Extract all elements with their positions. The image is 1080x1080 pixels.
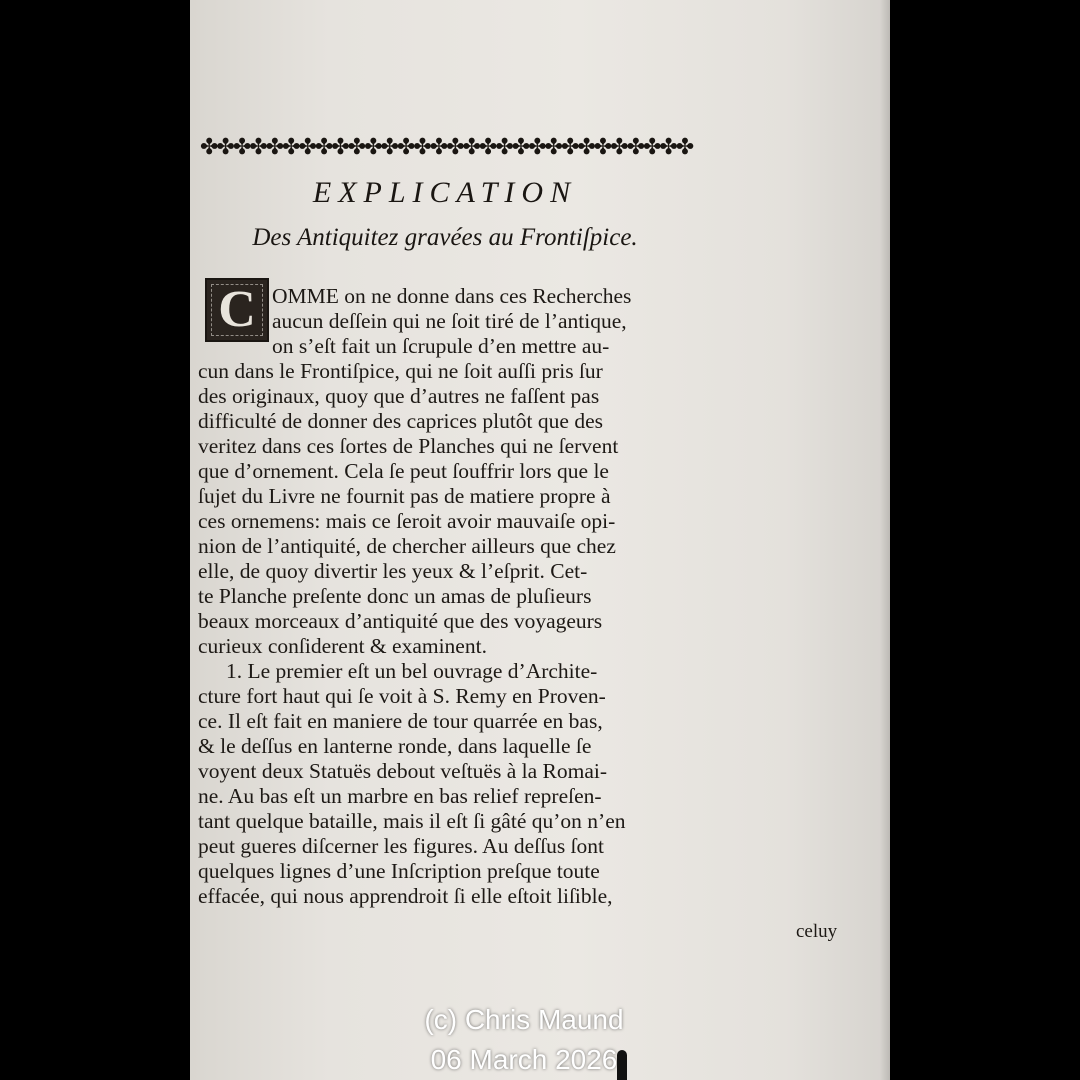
ornament-glyph: ✤ — [249, 134, 268, 160]
text-line: ces ornemens: mais ce ſeroit avoir mauvaiſe opi- — [198, 509, 616, 533]
ornament-glyph: ✤ — [675, 134, 695, 160]
catchword: celuy — [796, 921, 838, 942]
ornament-glyph: ✤ — [429, 134, 449, 160]
ornament-glyph: ✤ — [413, 134, 432, 160]
ornament-glyph: ✤ — [593, 134, 613, 160]
ornament-glyph: ✤ — [642, 134, 662, 160]
text-line: ſujet du Livre ne fournit pas de matiere propre à — [198, 484, 611, 508]
ornament-glyph: ✤ — [495, 134, 514, 160]
text-line: quelques lignes d’une Inſcription preſque toute — [198, 859, 600, 883]
text-line: OMME on ne donne dans ces Recherches — [272, 284, 632, 308]
ornament-glyph: ✤ — [478, 134, 498, 160]
ornament-glyph: ✤ — [577, 134, 596, 160]
page-title: EXPLICATION — [312, 176, 578, 209]
ornament-glyph: ✤ — [511, 134, 531, 160]
ornament-glyph: ✤ — [396, 134, 416, 160]
watermark-date: 06 March 2026 — [430, 1044, 618, 1075]
text-line: des originaux, quoy que d’autres ne faſſent pas — [198, 384, 600, 408]
text-line: curieux conſiderent & examinent. — [198, 634, 487, 658]
text-line: & le deſſus en lanterne ronde, dans laquelle ſe — [198, 734, 592, 758]
text-line: difficulté de donner des caprices plutôt que des — [198, 409, 603, 433]
pen-tip — [617, 1050, 627, 1080]
ornament-glyph: ✤ — [216, 134, 235, 160]
ornament-band — [200, 130, 695, 164]
text-line: nion de l’antiquité, de chercher ailleurs que chez — [198, 534, 616, 558]
text-line: tant quelque bataille, mais il eſt ſi gâté qu’on n’en — [198, 809, 626, 833]
text-line: 1. Le premier eſt un bel ouvrage d’Archite- — [226, 659, 598, 683]
page-subtitle: Des Antiquitez gravées au Frontiſpice. — [252, 224, 638, 251]
text-line: cture fort haut qui ſe voit à S. Remy en Proven- — [198, 684, 606, 708]
decorated-initial: C — [205, 278, 269, 342]
ornament-glyph: ✤ — [528, 134, 547, 160]
text-line: cun dans le Frontiſpice, qui ne ſoit auſſi pris ſur — [198, 359, 603, 383]
text-line: voyent deux Statuës debout veſtuës à la Romai- — [198, 759, 608, 783]
text-line: ne. Au bas eſt un marbre en bas relief repreſen- — [198, 784, 602, 808]
text-line: elle, de quoy divertir les yeux & l’eſprit. Cet- — [198, 559, 588, 583]
ornament-glyph: ✤ — [314, 134, 334, 160]
ornament-glyph: ✤ — [626, 134, 645, 160]
text-line: aucun deſſein qui ne ſoit tiré de l’antique, — [272, 309, 627, 333]
text-line: on s’eſt fait un ſcrupule d’en mettre au- — [272, 334, 610, 358]
text-line: effacée, qui nous apprendroit ſi elle eſtoit liſible, — [198, 884, 613, 908]
text-line: te Planche preſente donc un amas de pluſieurs — [198, 584, 592, 608]
ornament-glyph: ✤ — [232, 134, 252, 160]
ornament-glyph: ✤ — [331, 134, 350, 160]
ornament-glyph: ✤ — [610, 134, 629, 160]
ornament-glyph: ✤ — [347, 134, 367, 160]
text-line: que d’ornement. Cela ſe peut ſouffrir lors que le — [198, 459, 609, 483]
ornament-glyph: ✤ — [659, 134, 678, 160]
ornament-glyph: ✤ — [200, 134, 219, 160]
ornament-glyph: ✤ — [364, 134, 383, 160]
text-line: peut gueres diſcerner les figures. Au deſſus ſont — [198, 834, 605, 858]
ornament-glyph: ✤ — [298, 134, 317, 160]
ornament-glyph: ✤ — [462, 134, 481, 160]
ornament-glyph: ✤ — [380, 134, 399, 160]
text-line: beaux morceaux d’antiquité que des voyageurs — [198, 609, 603, 633]
ornament-glyph: ✤ — [560, 134, 580, 160]
ornament-glyph: ✤ — [446, 134, 465, 160]
ornament-glyph: ✤ — [544, 134, 563, 160]
ornament-glyph: ✤ — [265, 134, 285, 160]
ornament-glyph: ✤ — [282, 134, 301, 160]
watermark-credit: (c) Chris Maund — [424, 1004, 624, 1035]
text-line: veritez dans ces ſortes de Planches qui ne ſervent — [198, 434, 619, 458]
text-line: ce. Il eſt fait en maniere de tour quarrée en bas, — [198, 709, 603, 733]
